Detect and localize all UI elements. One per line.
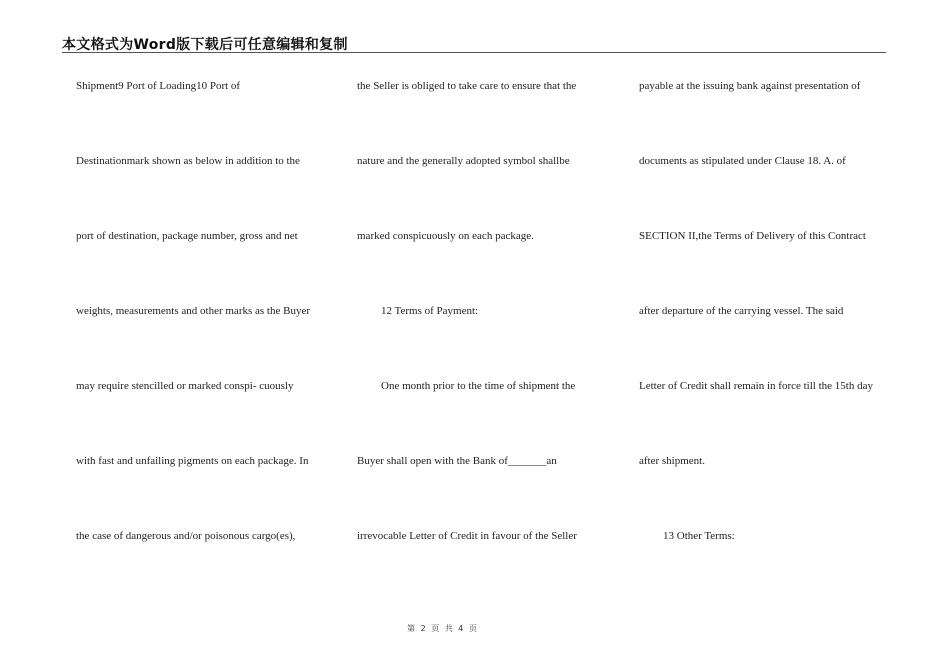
text-line: Buyer shall open with the Bank of_______an [357,455,557,467]
text-line: after shipment. [639,455,705,467]
page-number: 第 2 页 共 4 页 [407,624,477,633]
text-line: may require stencilled or marked conspi- cuously [76,380,294,392]
text-line: the case of dangerous and/or poisonous cargo(es), [76,530,296,542]
text-line: with fast and unfailing pigments on each package. In [76,455,309,467]
text-line: One month prior to the time of shipment the [381,380,576,392]
text-line: weights, measurements and other marks as the Buyer [76,305,310,317]
text-line: nature and the generally adopted symbol shallbe [357,155,570,167]
text-line: payable at the issuing bank against presentation of [639,80,861,92]
text-line: irrevocable Letter of Credit in favour of the Seller [357,530,577,542]
header-title: 本文格式为Word版下载后可任意编辑和复制 [62,37,348,53]
text-line: marked conspicuously on each package. [357,230,534,242]
text-line: Shipment9 Port of Loading10 Port of [76,80,241,92]
text-line: Letter of Credit shall remain in force till the 15th day [639,380,873,392]
text-line: after departure of the carrying vessel. The said [639,305,844,317]
text-line: Destinationmark shown as below in addition to the [76,155,300,167]
section-heading-payment: 12 Terms of Payment: [381,305,479,317]
section-heading-other-terms: 13 Other Terms: [663,530,735,542]
text-line: documents as stipulated under Clause 18. A. of [639,155,846,167]
text-line: SECTION II,the Terms of Delivery of this Contract [639,230,866,242]
text-line: the Seller is obliged to take care to ensure that the [357,80,577,92]
text-line: port of destination, package number, gross and net [76,230,298,242]
header-divider [62,52,886,53]
